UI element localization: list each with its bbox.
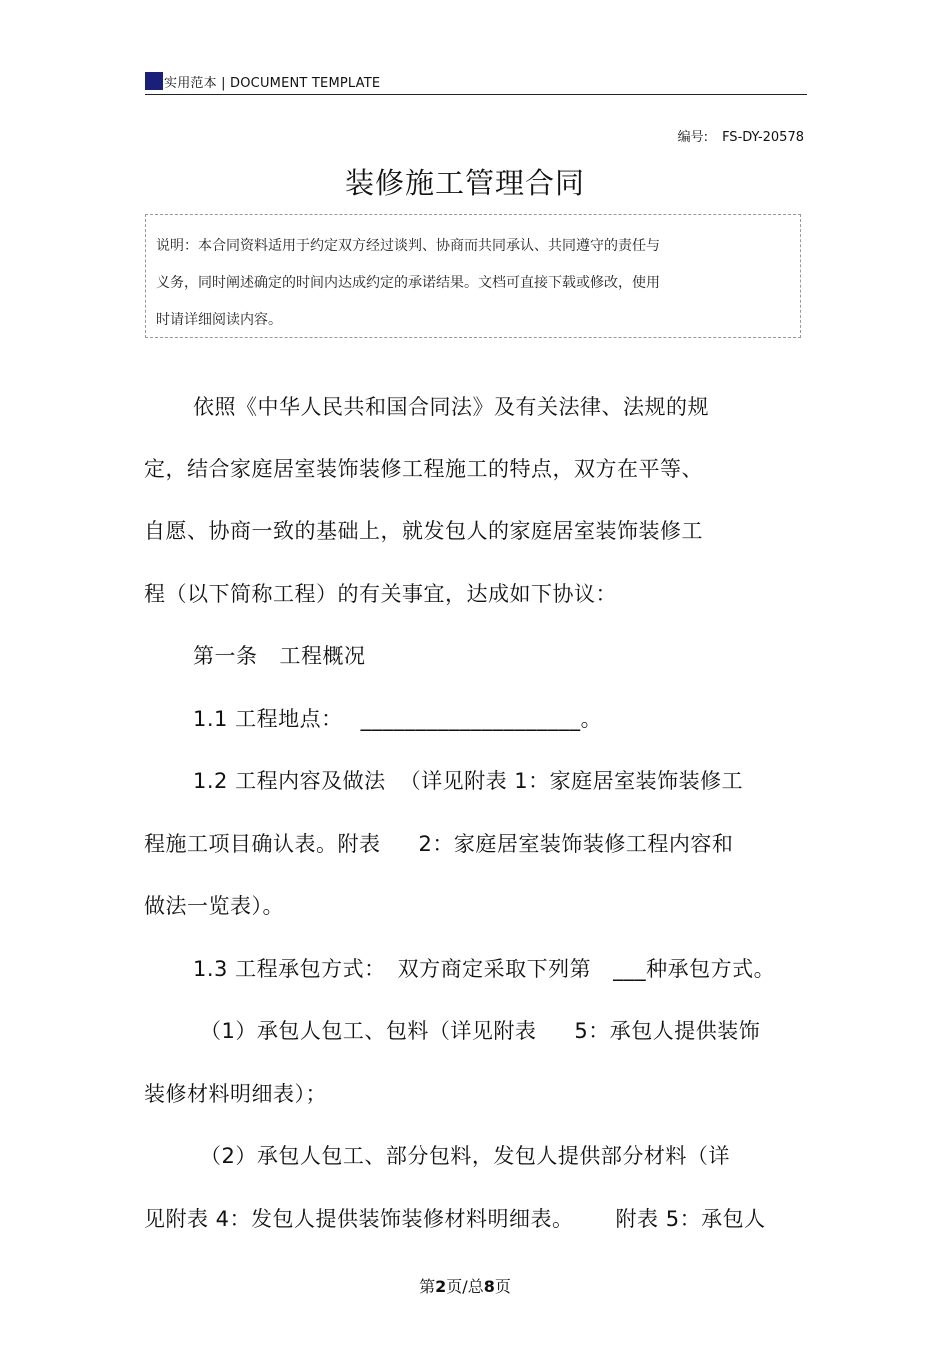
body-line: 定，结合家庭居室装饰装修工程施工的特点，双方在平等、 [144,457,703,481]
brand-logo-icon [145,72,163,90]
body-line: 程（以下简称工程）的有关事宜，达成如下协议： [144,582,617,606]
doc-number-value: FS-DY-20578 [722,130,804,145]
clause-text: 程施工项目确认表。附表 [144,832,381,856]
document-number [678,126,804,145]
clause-text: 双方商定采取下列第 [397,957,592,981]
note-line: 时请详细阅读内容。 [156,312,282,328]
footer-middle: 页/总 [446,1277,484,1296]
current-page-number: 2 [435,1277,447,1296]
page-header [145,70,807,95]
clause-text: 见附表 4：发包人提供装饰装修材料明细表。 [144,1207,574,1231]
clause-1-3 [193,953,775,983]
body-line: 做法一览表）。 [144,894,284,918]
clause-text: （详见附表 1：家庭居室装饰装修工 [399,769,744,793]
doc-number-label: 编号: [677,130,709,145]
document-title: 装修施工管理合同 [344,166,585,200]
footer-suffix: 页 [494,1277,511,1296]
article-heading [193,640,366,670]
description-box [145,214,801,338]
clause-label: 1.1 工程地点： [193,707,343,731]
clause-1-2 [193,765,743,795]
blank-field: ___种承包方式。 [613,957,776,981]
clause-text: 附表 5：承包人 [615,1207,766,1231]
clause-label: 1.3 工程承包方式： [193,957,386,981]
option-2: （2）承包人包工、部分包料，发包人提供部分材料（详 [200,1144,730,1168]
clause-1-1 [193,703,602,733]
clause-text: 2：家庭居室装饰装修工程内容和 [418,832,734,856]
body-line: 自愿、协商一致的基础上，就发包人的家庭居室装饰装修工 [144,519,703,543]
article-number: 第一条 [193,644,258,668]
body-line [144,828,733,858]
note-line: 义务，同时阐述确定的时间内达成约定的承诺结果。文档可直接下载或修改，使用 [156,275,660,291]
body-line [144,1203,766,1233]
clause-text: （1）承包人包工、包料（详见附表 [200,1019,537,1043]
article-title: 工程概况 [279,644,366,668]
clause-label: 1.2 工程内容及做法 [193,769,386,793]
clause-text: 5：承包人提供装饰 [574,1019,761,1043]
body-line: 依照《中华人民共和国合同法》及有关法律、法规的规 [193,395,709,419]
body-line: 装修材料明细表）； [144,1082,327,1106]
page-footer [0,1274,930,1297]
footer-prefix: 第 [419,1277,436,1296]
note-line: 说明：本合同资料适用于约定双方经过谈判、协商而共同承认、共同遵守的责任与 [156,238,660,254]
total-page-number: 8 [483,1277,495,1296]
option-1 [200,1015,760,1045]
header-brand-text: 实用范本 | DOCUMENT TEMPLATE [164,76,381,91]
blank-field: ____________________。 [360,707,603,731]
